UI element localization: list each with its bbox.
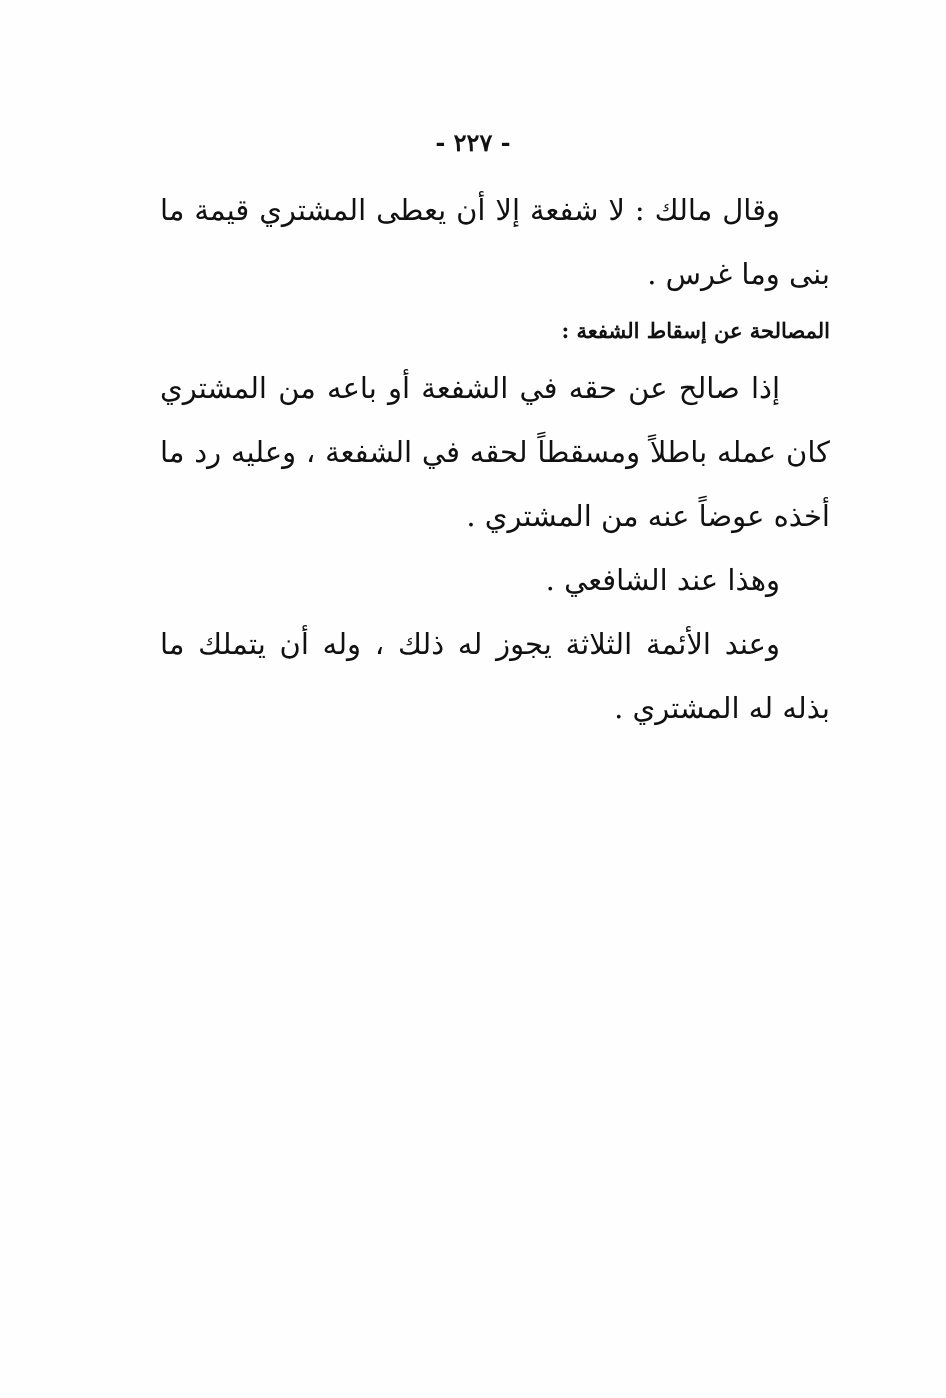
section-heading: المصالحة عن إسقاط الشفعة : xyxy=(561,318,830,343)
page-number: - ٢٢٧ - xyxy=(435,128,511,157)
paragraph-shafii-view: وهذا عند الشافعي . xyxy=(545,563,780,597)
paragraph-settlement-ruling: إذا صالح عن حقه في الشفعة أو باعه من المشتري كان عمله باطلاً ومسقطاً لحقه في الشفعة ، وعليه رد ما أخذه عوضاً عنه من المشتري . xyxy=(160,371,830,533)
paragraph-malik-opinion: وقال مالك : لا شفعة إلا أن يعطى المشتري قيمة ما بنى وما غرس . xyxy=(160,193,830,291)
text-body xyxy=(160,178,830,740)
paragraph-three-imams-view: وعند الأئمة الثلاثة يجوز له ذلك ، وله أن يتملك ما بذله له المشتري . xyxy=(160,627,830,725)
